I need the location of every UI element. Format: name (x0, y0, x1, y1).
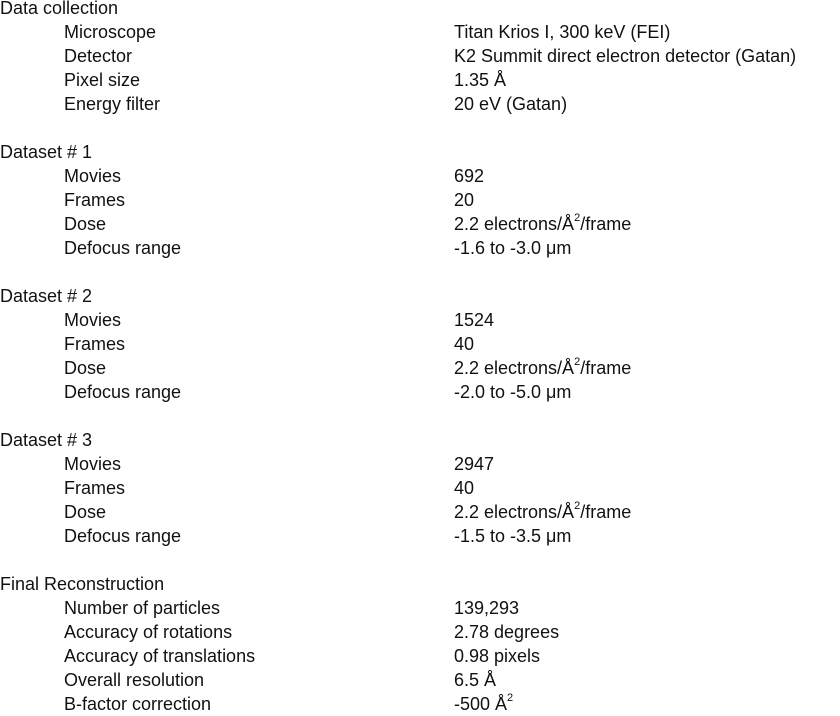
param-label: Movies (64, 166, 122, 186)
bfactor-value-text: -500 Å (454, 694, 508, 714)
table-row (0, 92, 840, 116)
param-label: Frames (64, 190, 126, 210)
table-row (0, 668, 840, 692)
param-label: B-factor correction (64, 694, 212, 714)
param-label: Microscope (64, 22, 157, 42)
param-label: Defocus range (64, 382, 182, 402)
dose-exponent: 2 (574, 500, 581, 512)
param-value: 139,293 (454, 598, 520, 618)
param-value: 0.98 pixels (454, 646, 541, 666)
param-label: Dose (64, 502, 107, 522)
param-label: Frames (64, 478, 126, 498)
dose-value-text: 2.2 electrons/Å (454, 502, 575, 522)
dose-value-text: 2.2 electrons/Å (454, 358, 575, 378)
dose-exponent: 2 (574, 356, 581, 368)
param-value: 2.78 degrees (454, 622, 560, 642)
table-row (0, 524, 840, 548)
param-value (454, 212, 631, 236)
table-row (0, 308, 840, 332)
dose-unit-suffix: /frame (580, 358, 632, 378)
param-label: Overall resolution (64, 670, 205, 690)
table-row (0, 380, 840, 404)
section-header (0, 572, 840, 596)
table-row (0, 452, 840, 476)
section-title: Final Reconstruction (0, 574, 165, 594)
section-header (0, 428, 840, 452)
param-value: 6.5 Å (454, 670, 497, 690)
param-value: -1.5 to -3.5 μm (454, 526, 572, 546)
dose-unit-suffix: /frame (580, 502, 632, 522)
param-label: Defocus range (64, 238, 182, 258)
param-value: 20 eV (Gatan) (454, 94, 568, 114)
table-row (0, 188, 840, 212)
section-title: Dataset # 1 (0, 142, 93, 162)
param-label: Pixel size (64, 70, 141, 90)
table-row (0, 620, 840, 644)
param-value (454, 356, 631, 380)
param-value: -2.0 to -5.0 μm (454, 382, 572, 402)
param-value: 40 (454, 334, 475, 354)
bfactor-exponent: 2 (507, 692, 514, 704)
table-row (0, 692, 840, 716)
section-title: Dataset # 3 (0, 430, 93, 450)
table-row (0, 356, 840, 380)
param-label: Accuracy of rotations (64, 622, 233, 642)
param-value: -1.6 to -3.0 μm (454, 238, 572, 258)
param-label: Frames (64, 334, 126, 354)
table-row (0, 44, 840, 68)
table-row (0, 332, 840, 356)
param-value: K2 Summit direct electron detector (Gatan) (454, 46, 797, 66)
table-row (0, 212, 840, 236)
param-label: Dose (64, 358, 107, 378)
table-row (0, 236, 840, 260)
param-label: Defocus range (64, 526, 182, 546)
param-label: Number of particles (64, 598, 221, 618)
table-row (0, 644, 840, 668)
dose-exponent: 2 (574, 212, 581, 224)
section-header (0, 140, 840, 164)
dose-value-text: 2.2 electrons/Å (454, 214, 575, 234)
table-row (0, 476, 840, 500)
section-title: Dataset # 2 (0, 286, 93, 306)
param-value: 2947 (454, 454, 495, 474)
param-value: Titan Krios I, 300 keV (FEI) (454, 22, 671, 42)
table-row (0, 164, 840, 188)
section-title: Data collection (0, 0, 119, 18)
param-value: 20 (454, 190, 475, 210)
table-row (0, 68, 840, 92)
dose-unit-suffix: /frame (580, 214, 632, 234)
param-label: Dose (64, 214, 107, 234)
param-value (454, 692, 513, 716)
param-value: 692 (454, 166, 485, 186)
param-value: 1524 (454, 310, 495, 330)
section-header (0, 284, 840, 308)
param-label: Detector (64, 46, 133, 66)
param-value: 1.35 Å (454, 70, 507, 90)
param-label: Energy filter (64, 94, 161, 114)
param-value (454, 500, 631, 524)
param-label: Accuracy of translations (64, 646, 256, 666)
table-row (0, 596, 840, 620)
table-row (0, 500, 840, 524)
param-label: Movies (64, 310, 122, 330)
section-header (0, 0, 840, 20)
table-row (0, 20, 840, 44)
param-label: Movies (64, 454, 122, 474)
param-value: 40 (454, 478, 475, 498)
